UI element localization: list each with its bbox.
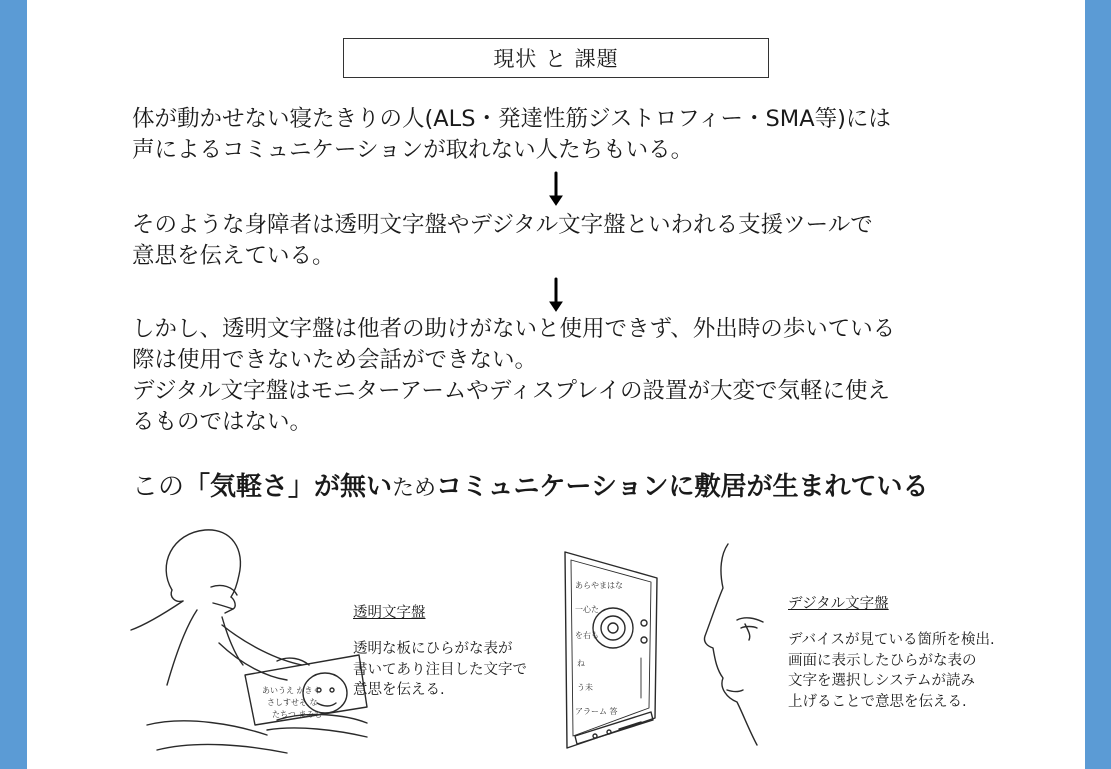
emphasis-part: ため	[392, 476, 437, 501]
emphasis-bold-part: 「気軽さ」が無い	[184, 472, 393, 502]
monitor-scribble: 一心た	[575, 605, 599, 614]
caption-line: 意思を伝える.	[353, 682, 445, 698]
monitor-scribble: アラーム 答	[575, 707, 618, 716]
transparent-board-illustration	[127, 525, 367, 755]
paragraph-line: 声によるコミュニケーションが取れない人たちもいる。	[132, 137, 694, 163]
slide-title: 現状 と 課題	[343, 38, 769, 78]
monitor-scribble: う未	[577, 683, 593, 692]
caption-line: 画面に表示したひらがな表の	[788, 652, 977, 669]
transparent-board-title: 透明文字盤	[353, 605, 426, 621]
paragraph-line: 体が動かせない寝たきりの人(ALS・発達性筋ジストロフィー・SMA等)には	[132, 106, 891, 132]
paragraph-tools	[132, 210, 1032, 272]
caption-line: 上げることで意思を伝える.	[788, 693, 967, 710]
caption-line: 透明な板にひらがな表が	[353, 641, 513, 657]
monitor-scribble: ね	[577, 659, 585, 668]
emphasis-part: この	[132, 472, 185, 502]
monitor-scribble: あらやまはな	[575, 581, 623, 590]
face-profile-illustration	[697, 540, 797, 750]
paragraph-problems	[132, 314, 1032, 438]
svg-text:たちつ まみむ: たちつ まみむ	[272, 710, 323, 719]
paragraph-line: そのような身障者は透明文字盤やデジタル文字盤といわれる支援ツールで	[132, 212, 873, 238]
digital-board-monitor-illustration	[561, 548, 661, 753]
caption-line: デバイスが見ている箇所を検出.	[788, 632, 995, 648]
monitor-scribble: を右も	[575, 631, 599, 640]
caption-line: 書いてあり注目した文字で	[353, 661, 527, 678]
paragraph-situation	[132, 104, 1032, 166]
svg-text:あいうえ かきく: あいうえ かきく	[262, 686, 321, 695]
transparent-board-description	[353, 639, 527, 701]
paragraph-line: 際は使用できないため会話ができない。	[132, 347, 538, 373]
caption-line: 文字を選択しシステムが読み	[788, 673, 976, 689]
emphasis-statement	[132, 466, 929, 503]
svg-text:さしすせそ な: さしすせそ な	[267, 698, 318, 707]
down-arrow-icon	[546, 172, 566, 208]
slide	[27, 0, 1085, 769]
digital-board-title: デジタル文字盤	[788, 596, 889, 612]
down-arrow-icon	[546, 278, 566, 314]
paragraph-line: るものではない。	[132, 409, 313, 435]
emphasis-bold-part: コミュニケーションに敷居が生まれている	[436, 472, 929, 502]
digital-board-description	[788, 630, 995, 712]
paragraph-line: デジタル文字盤はモニターアームやディスプレイの設置が大変で気軽に使え	[132, 378, 891, 404]
paragraph-line: しかし、透明文字盤は他者の助けがないと使用できず、外出時の歩いている	[132, 316, 896, 342]
paragraph-line: 意思を伝えている。	[132, 243, 335, 269]
